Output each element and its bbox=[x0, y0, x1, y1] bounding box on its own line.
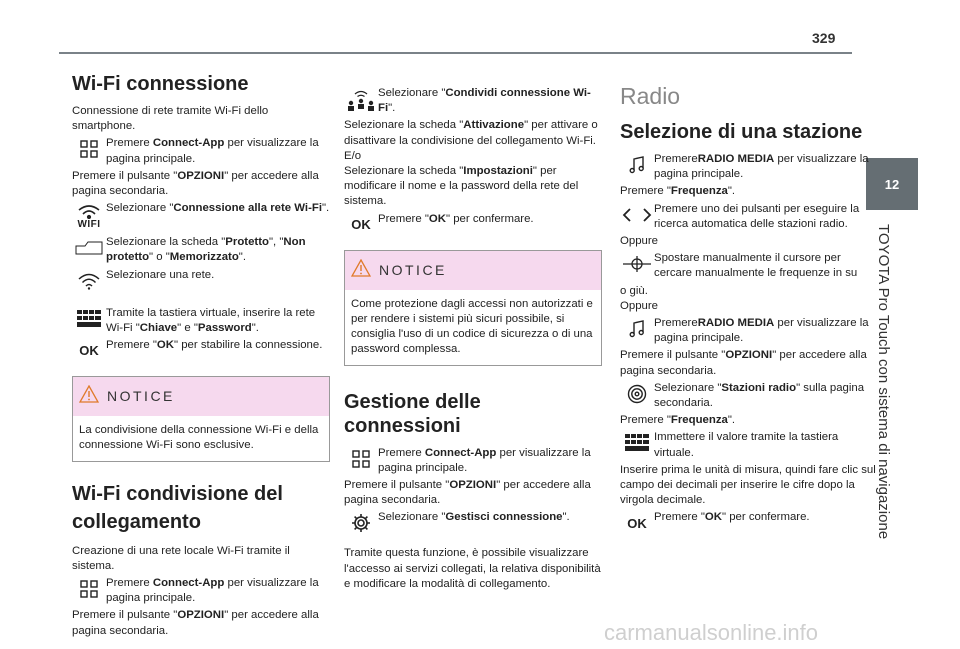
bold-text: OK bbox=[156, 339, 174, 352]
text: Premere il pulsante " bbox=[72, 169, 178, 182]
wifi-icon bbox=[72, 201, 106, 233]
paragraph: Inserire prima le unità di misura, quindi fare clic sul campo dei decimali per inserire le cifre dopo la virgola decimale. bbox=[620, 463, 876, 507]
bold-text: Connessione alla rete Wi-Fi bbox=[173, 202, 323, 215]
bold-text: Protetto bbox=[225, 236, 269, 249]
apps-grid-icon bbox=[72, 576, 106, 602]
paragraph bbox=[72, 169, 330, 199]
text: ". bbox=[727, 414, 736, 427]
text: per visualizzare la pagina principale. bbox=[106, 577, 319, 605]
heading-selezione-stazione: Selezione di una stazione bbox=[620, 121, 863, 143]
text: " sulla pagina secondaria. bbox=[654, 381, 865, 410]
paragraph: Oppure bbox=[620, 299, 658, 312]
bold-text: Non protetto bbox=[106, 236, 306, 264]
text: Selezionare la scheda " bbox=[344, 165, 464, 178]
text: Tramite la tastiera virtuale, inserire la rete Wi-Fi " bbox=[106, 306, 316, 334]
radio-antenna-icon bbox=[620, 381, 654, 407]
text: Spostare manualmente il cursore per cercare manualmente le frequenze in su bbox=[654, 252, 858, 280]
instruction-row bbox=[72, 201, 330, 233]
bold-text: Password bbox=[197, 321, 252, 334]
notice-header bbox=[73, 377, 329, 416]
text: per visualizzare la pagina principale. bbox=[654, 317, 869, 345]
notice-header bbox=[345, 251, 601, 290]
text: Premere bbox=[106, 137, 153, 150]
bold-text: Frequenza bbox=[670, 185, 728, 198]
text: ". bbox=[251, 321, 259, 334]
text: " per accedere alla pagina secondaria. bbox=[72, 609, 319, 637]
text: Selezionare " bbox=[654, 381, 722, 394]
text: Selezionare " bbox=[106, 202, 174, 215]
column-3 bbox=[620, 82, 878, 538]
text: ", " bbox=[268, 236, 284, 249]
warning-triangle-icon bbox=[351, 259, 371, 282]
settings-gear-icon bbox=[344, 510, 378, 536]
notice-text: Come protezione dagli accessi non autorizzati e per rendere i sistemi più sicuri possibile, si consiglia l'uso di un codice di sicurezza o di una password complessa. bbox=[351, 297, 593, 356]
instruction-row bbox=[620, 430, 878, 460]
paragraph bbox=[620, 348, 878, 378]
chapter-tab: 12 bbox=[866, 158, 918, 210]
instruction-row bbox=[72, 306, 330, 336]
bold-text: Frequenza bbox=[670, 414, 728, 427]
paragraph bbox=[72, 608, 330, 638]
text: Premere bbox=[378, 446, 425, 459]
wifi-label: WIFI bbox=[77, 218, 101, 230]
instruction-row bbox=[72, 338, 330, 364]
bold-text: OPZIONI bbox=[177, 609, 225, 622]
heading-wifi-condivisione: Wi-Fi condivisione del collegamento bbox=[72, 482, 283, 533]
text: " per accedere alla pagina secondaria. bbox=[344, 479, 591, 507]
text: Premere bbox=[654, 317, 698, 330]
apps-grid-icon bbox=[72, 136, 106, 162]
text: " per modificare il nome e la password della rete del sistema. bbox=[344, 165, 579, 208]
text: ". bbox=[238, 251, 246, 264]
bold-text: OK bbox=[704, 511, 722, 524]
text: ". bbox=[727, 185, 736, 198]
text: " per attivare o disattivare la condivisione del collegamento Wi-Fi. bbox=[344, 119, 598, 147]
ok-label: OK bbox=[351, 217, 371, 233]
text: Selezionare " bbox=[378, 511, 446, 524]
header-rule bbox=[59, 52, 852, 54]
notice-title: NOTICE bbox=[107, 388, 175, 405]
bold-text: Chiave bbox=[139, 321, 178, 334]
paragraph bbox=[344, 118, 602, 148]
apps-grid-icon bbox=[344, 446, 378, 472]
ok-label: OK bbox=[79, 343, 99, 359]
text: Premere il pulsante " bbox=[344, 479, 450, 492]
instruction-row bbox=[72, 136, 330, 166]
bold-text: Condividi connessione Wi-Fi bbox=[378, 87, 591, 115]
bold-text: Attivazione bbox=[463, 119, 525, 132]
text: Immettere il valore tramite la tastiera virtuale. bbox=[654, 431, 839, 459]
bold-text: OPZIONI bbox=[725, 349, 773, 362]
text: ". bbox=[322, 202, 330, 215]
bold-text: RADIO MEDIA bbox=[697, 317, 775, 330]
text: Premere bbox=[106, 577, 153, 590]
page-number: 329 bbox=[812, 30, 836, 46]
notice-box bbox=[344, 250, 602, 366]
instruction-row bbox=[620, 152, 878, 182]
paragraph: E/o bbox=[344, 149, 362, 162]
text: Premere " bbox=[620, 414, 671, 427]
tuning-slider-icon bbox=[620, 251, 654, 277]
text: Selezionare la scheda " bbox=[344, 119, 464, 132]
keyboard-icon bbox=[72, 306, 106, 332]
bold-text: Impostazioni bbox=[463, 165, 533, 178]
paragraph: Connessione di rete tramite Wi-Fi dello smartphone. bbox=[72, 105, 269, 133]
instruction-row bbox=[620, 381, 878, 411]
text: per visualizzare la pagina principale. bbox=[106, 137, 319, 165]
instruction-row bbox=[620, 316, 878, 346]
text: " per accedere alla pagina secondaria. bbox=[72, 169, 319, 198]
ok-icon bbox=[620, 510, 654, 536]
bold-text: OK bbox=[428, 212, 446, 225]
text: Premere " bbox=[620, 185, 671, 198]
heading-radio: Radio bbox=[620, 83, 681, 109]
instruction-row bbox=[344, 212, 602, 238]
column-1 bbox=[72, 72, 330, 639]
bold-text: OPZIONI bbox=[449, 479, 497, 492]
text: Premere bbox=[654, 153, 698, 165]
bold-text: Gestisci connessione bbox=[445, 511, 563, 524]
paragraph: o giù. bbox=[620, 284, 648, 297]
notice-text: La condivisione della connessione Wi-Fi e della connessione Wi-Fi sono esclusive. bbox=[79, 424, 319, 452]
bold-text: Connect-App bbox=[152, 137, 225, 150]
instruction-row bbox=[620, 251, 878, 281]
text: " per accedere alla pagina secondaria. bbox=[620, 349, 867, 377]
text: Selezionare " bbox=[378, 87, 446, 99]
text: " o " bbox=[149, 251, 170, 264]
music-note-icon bbox=[620, 152, 654, 178]
text: " per confermare. bbox=[445, 212, 534, 225]
text: Selezionare la scheda " bbox=[106, 236, 226, 249]
instruction-row bbox=[344, 446, 602, 476]
column-2 bbox=[344, 84, 602, 592]
wifi-signal-icon bbox=[72, 268, 106, 294]
text: per visualizzare la pagina principale. bbox=[654, 153, 869, 181]
text: per visualizzare la pagina principale. bbox=[378, 446, 591, 474]
paragraph: Tramite questa funzione, è possibile visualizzare l'accesso ai servizi collegati, la relativa disponibilità e modificare la modalità di collegamento. bbox=[344, 547, 601, 590]
watermark: carmanualsonline.info bbox=[604, 620, 819, 645]
bold-text: Memorizzato bbox=[169, 251, 239, 264]
paragraph: Creazione di una rete locale Wi-Fi tramite il sistema. bbox=[72, 544, 290, 572]
ok-icon bbox=[72, 338, 106, 364]
ok-label: OK bbox=[627, 515, 647, 531]
keyboard-icon bbox=[620, 430, 654, 456]
warning-triangle-icon bbox=[79, 385, 99, 408]
instruction-row bbox=[344, 86, 602, 116]
paragraph bbox=[344, 164, 602, 210]
instruction-row bbox=[344, 510, 602, 536]
instruction-row bbox=[620, 510, 878, 536]
bold-text: Stazioni radio bbox=[721, 381, 797, 394]
music-note-icon bbox=[620, 316, 654, 342]
text: Selezionare una rete. bbox=[106, 268, 215, 281]
bold-text: Connect-App bbox=[152, 577, 225, 590]
text: Premere " bbox=[378, 212, 429, 225]
paragraph bbox=[620, 184, 878, 199]
text: " e " bbox=[177, 321, 198, 334]
notice-box bbox=[72, 376, 330, 462]
instruction-row bbox=[72, 576, 330, 606]
instruction-row bbox=[620, 202, 878, 232]
ok-icon bbox=[344, 212, 378, 238]
text: Premere il pulsante " bbox=[620, 349, 726, 362]
chapter-title: TOYOTA Pro Touch con sistema di navigazione bbox=[875, 224, 892, 540]
bold-text: Connect-App bbox=[424, 446, 497, 459]
bold-text: RADIO MEDIA bbox=[697, 153, 775, 165]
text: ". bbox=[388, 102, 396, 115]
text: " per stabilire la connessione. bbox=[173, 339, 323, 352]
text: Premere " bbox=[654, 511, 705, 524]
seek-arrows-icon bbox=[620, 202, 654, 228]
paragraph bbox=[620, 413, 878, 428]
text: Premere il pulsante " bbox=[72, 609, 178, 622]
notice-title: NOTICE bbox=[379, 261, 447, 278]
text: ". bbox=[562, 511, 570, 524]
instruction-row bbox=[72, 268, 330, 294]
heading-wifi-connessione: Wi-Fi connessione bbox=[72, 73, 249, 95]
bold-text: OPZIONI bbox=[177, 169, 225, 182]
paragraph: Oppure bbox=[620, 235, 658, 248]
text: Premere " bbox=[106, 339, 157, 352]
tab-folder-icon bbox=[72, 235, 106, 261]
heading-gestione-connessioni: Gestione delle connessioni bbox=[344, 390, 481, 437]
share-hotspot-icon bbox=[344, 86, 378, 116]
instruction-row bbox=[72, 235, 330, 265]
text: Premere uno dei pulsanti per eseguire la ricerca automatica delle stazioni radio. bbox=[654, 202, 860, 230]
paragraph bbox=[344, 478, 602, 508]
text: " per confermare. bbox=[721, 511, 810, 524]
